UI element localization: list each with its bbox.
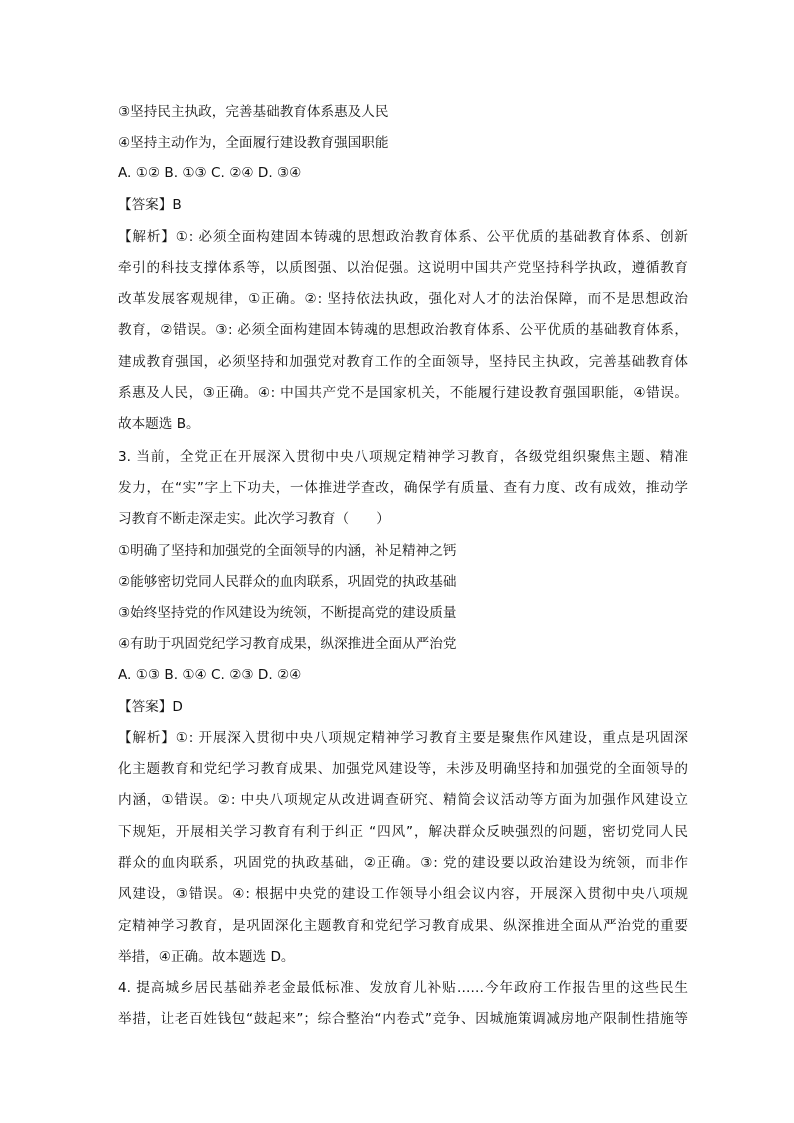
text-line: 风建设，③错误。④: 根据中央党的建设工作领导小组会议内容，开展深入贯彻中央八项规 bbox=[118, 886, 688, 902]
text-line: 习教育不断走深走实。此次学习教育（ ） bbox=[118, 511, 390, 527]
text-line: 3. 当前，全党正在开展深入贯彻中央八项规定精神学习教育，各级党组织聚焦主题、精准 bbox=[118, 449, 688, 465]
text-line: ③始终坚持党的作风建设为统领，不断提高党的建设质量 bbox=[118, 605, 457, 621]
text-line: 下规矩，开展相关学习教育有利于纠正 “四风”，解决群众反映强烈的问题，密切党同人民 bbox=[118, 824, 688, 840]
text-line: 【答案】D bbox=[118, 699, 183, 715]
text-line: A. ①③ B. ①④ C. ②③ D. ②④ bbox=[118, 667, 302, 683]
text-line: 举措，④正确。故本题选 D。 bbox=[118, 949, 295, 965]
text-line: 发力，在“实”字上下功夫，一体推进学查改，确保学有质量、查有力度、改有成效，推动学 bbox=[118, 480, 688, 496]
text-line: 内涵，①错误。②: 中央八项规定从改进调查研究、精简会议活动等方面为加强作风建设立 bbox=[118, 792, 688, 808]
text-line: 【解析】①: 开展深入贯彻中央八项规定精神学习教育主要是聚焦作风建设，重点是巩固深 bbox=[118, 730, 688, 746]
text-line: ④有助于巩固党纪学习教育成果，纵深推进全面从严治党 bbox=[118, 636, 457, 652]
text-line: 【答案】B bbox=[118, 197, 182, 213]
text-line: 牵引的科技支撑体系等，以质图强、以治促强。这说明中国共产党坚持科学执政，遵循教育 bbox=[118, 260, 688, 276]
text-line: 定精神学习教育，是巩固深化主题教育和党纪学习教育成果、纵深推进全面从严治党的重要 bbox=[118, 918, 688, 934]
text-line: 举措，让老百姓钱包“鼓起来”；综合整治“内卷式”竞争、因城施策调减房地产限制性措施等 bbox=[118, 1011, 688, 1027]
text-line: 群众的血肉联系，巩固党的执政基础，②正确。③: 党的建设要以政治建设为统领，而非作 bbox=[118, 855, 688, 871]
text-line: 建成教育强国，必须坚持和加强党对教育工作的全面领导，坚持民主执政，完善基础教育体 bbox=[118, 354, 688, 370]
text-line: 4. 提高城乡居民基础养老金最低标准、发放育儿补贴……今年政府工作报告里的这些民生 bbox=[118, 980, 688, 996]
text-line: 改革发展客观规律，①正确。②: 坚持依法执政，强化对人才的法治保障，而不是思想政治 bbox=[118, 291, 688, 307]
text-line: A. ①② B. ①③ C. ②④ D. ③④ bbox=[118, 165, 302, 181]
text-line: ③坚持民主执政，完善基础教育体系惠及人民 bbox=[118, 104, 389, 120]
text-line: 化主题教育和党纪学习教育成果、加强党风建设等，未涉及明确坚持和加强党的全面领导的 bbox=[118, 761, 688, 777]
text-line: 教育，②错误。③: 必须全面构建固本铸魂的思想政治教育体系、公平优质的基础教育体系， bbox=[118, 322, 688, 338]
text-line: 【解析】①: 必须全面构建固本铸魂的思想政治教育体系、公平优质的基础教育体系、创新 bbox=[118, 229, 688, 245]
text-line: 故本题选 B。 bbox=[118, 416, 200, 432]
text-line: 系惠及人民，③正确。④: 中国共产党不是国家机关，不能履行建设教育强国职能，④错误。 bbox=[118, 385, 688, 401]
text-line: ②能够密切党同人民群众的血肉联系，巩固党的执政基础 bbox=[118, 574, 457, 590]
text-line: ①明确了坚持和加强党的全面领导的内涵，补足精神之钙 bbox=[118, 543, 457, 559]
text-line: ④坚持主动作为，全面履行建设教育强国职能 bbox=[118, 135, 389, 151]
